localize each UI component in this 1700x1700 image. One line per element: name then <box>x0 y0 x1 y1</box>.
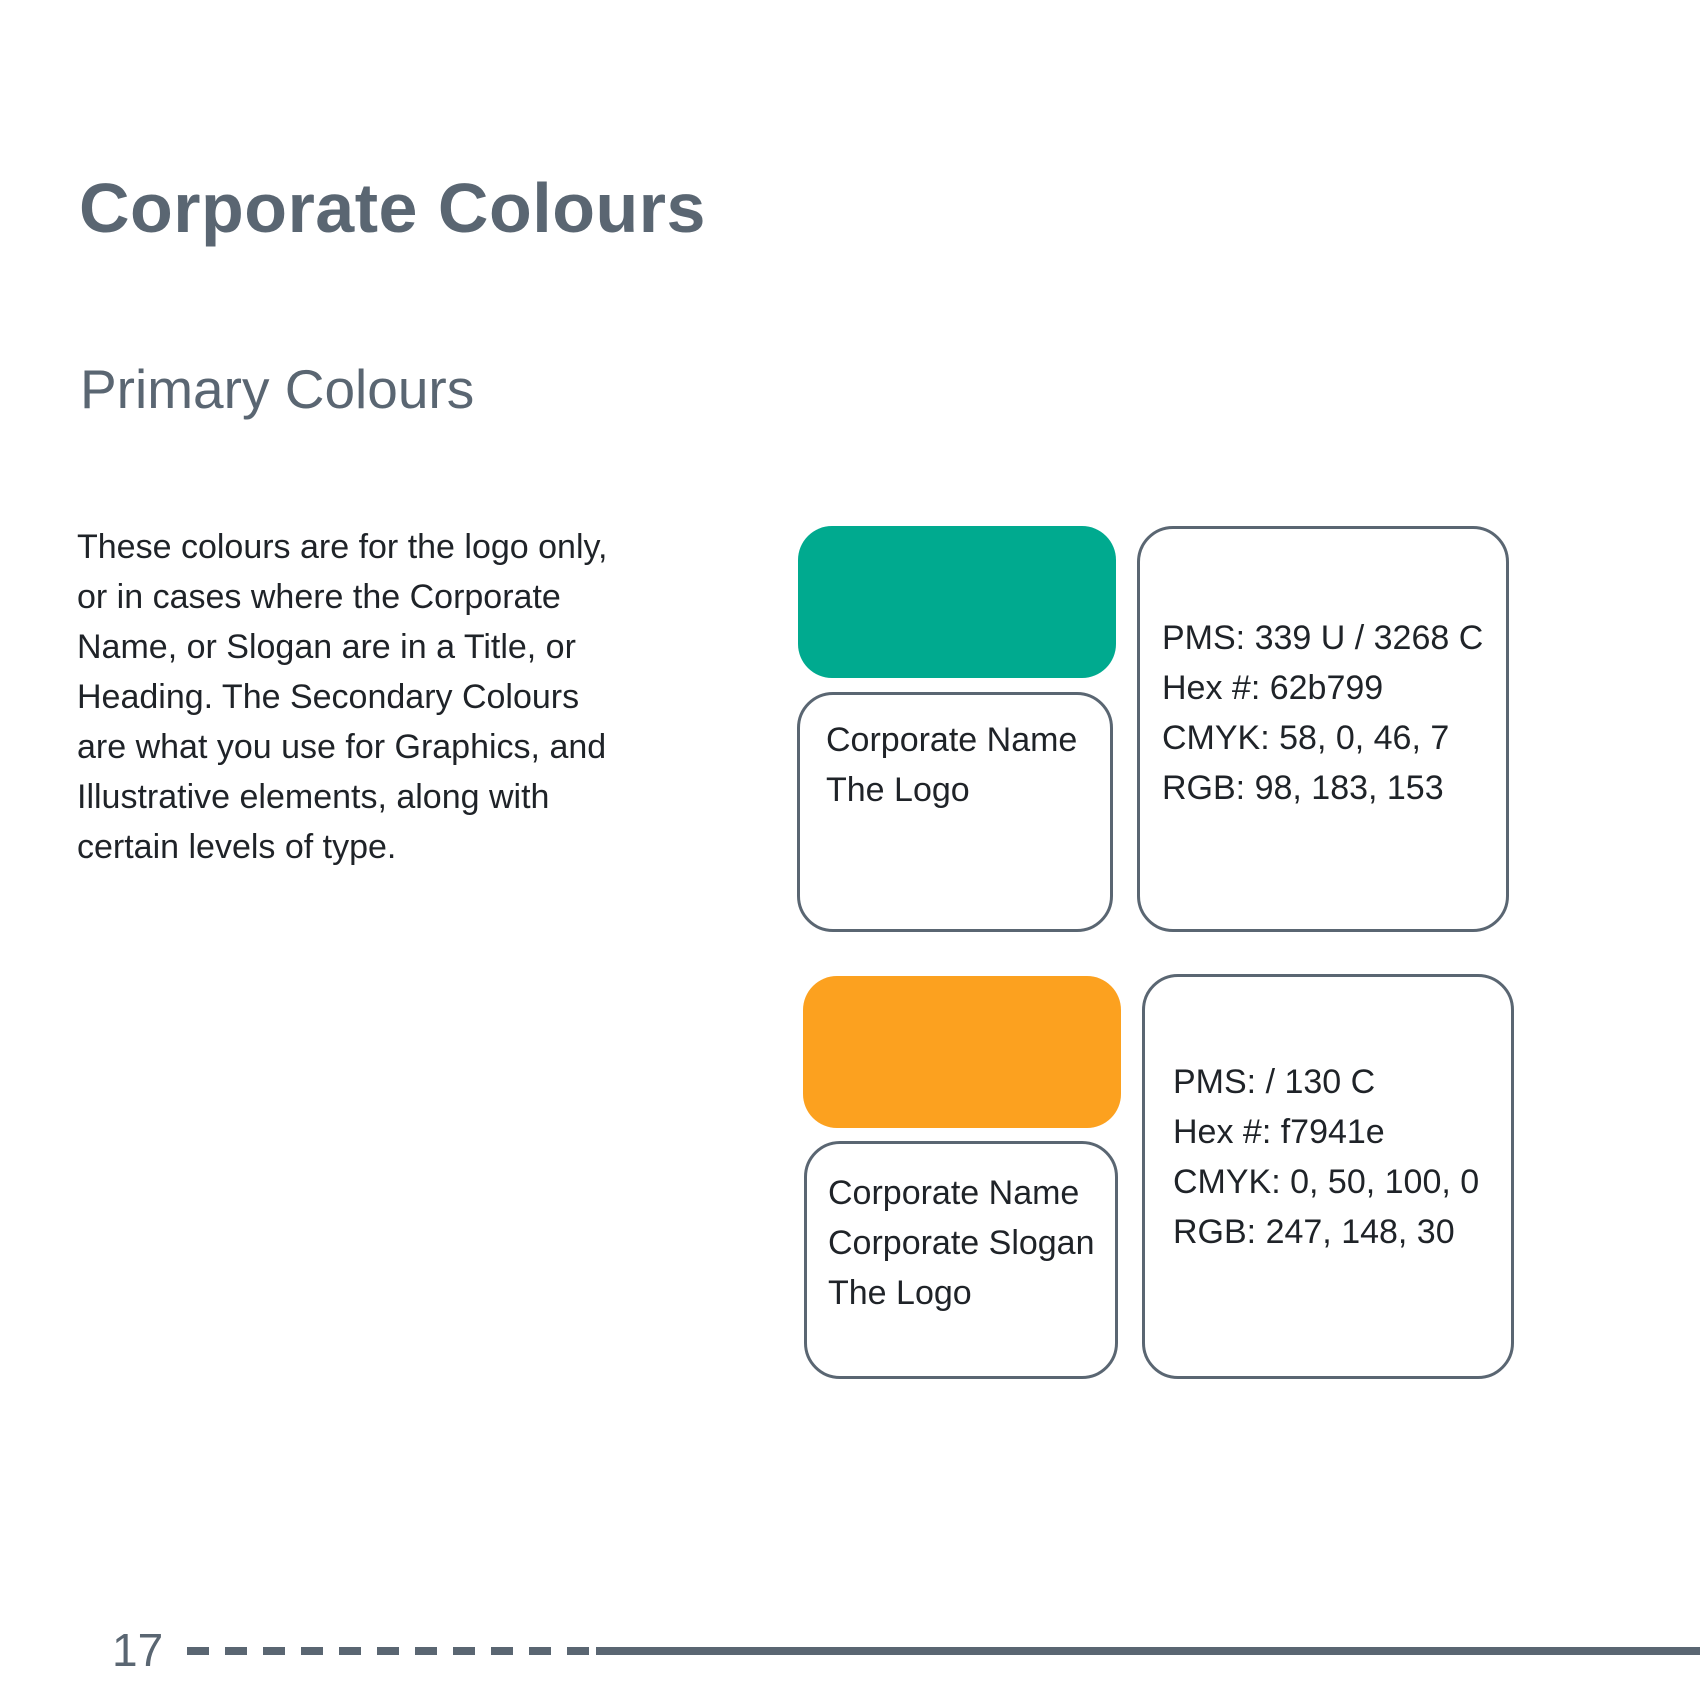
spec-hex: Hex #: 62b799 <box>1162 669 1384 707</box>
usage-line: The Logo <box>828 1274 972 1312</box>
section-title: Primary Colours <box>80 358 475 420</box>
intro-paragraph: These colours are for the logo only, or in cases where the Corporate Name, or Slogan are in a Title, or Heading. The Secondary Colours are what you use for Graphics, and Illustrative elements, along with certain levels of type. <box>77 528 608 866</box>
spec-rgb: RGB: 247, 148, 30 <box>1173 1213 1455 1251</box>
spec-pms: PMS: 339 U / 3268 C <box>1162 619 1484 657</box>
secondary-usage-card <box>804 1141 1118 1379</box>
primary-colour-swatch <box>798 526 1116 678</box>
primary-usage-card <box>797 692 1113 932</box>
usage-line: Corporate Slogan <box>828 1224 1095 1262</box>
spec-rgb: RGB: 98, 183, 153 <box>1162 769 1444 807</box>
footer-rule <box>596 1647 1700 1655</box>
page-title: Corporate Colours <box>79 169 706 247</box>
page-footer <box>0 1615 1700 1685</box>
spec-hex: Hex #: f7941e <box>1173 1113 1385 1151</box>
page-number: 17 <box>112 1624 164 1676</box>
primary-specs-card <box>1137 526 1509 932</box>
spec-pms: PMS: / 130 C <box>1173 1063 1376 1101</box>
footer-dashed-line <box>187 1647 597 1655</box>
spec-cmyk: CMYK: 0, 50, 100, 0 <box>1173 1163 1480 1201</box>
usage-line: The Logo <box>826 771 970 809</box>
usage-line: Corporate Name <box>828 1174 1080 1212</box>
secondary-colour-swatch <box>803 976 1121 1128</box>
usage-line: Corporate Name <box>826 721 1078 759</box>
secondary-specs-card <box>1142 974 1514 1379</box>
spec-cmyk: CMYK: 58, 0, 46, 7 <box>1162 719 1450 757</box>
